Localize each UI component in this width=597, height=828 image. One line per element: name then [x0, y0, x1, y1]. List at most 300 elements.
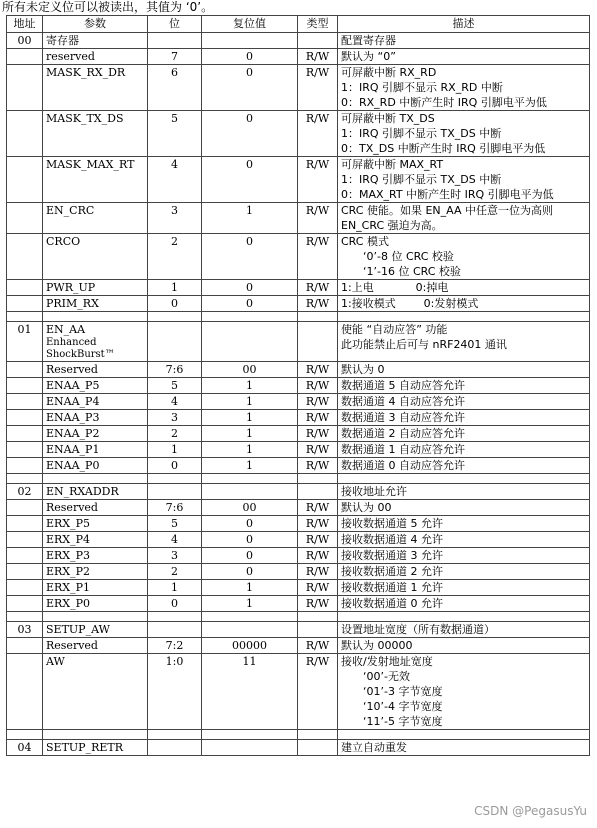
table-row [7, 740, 590, 756]
parameter-name: EN_CRC [46, 204, 95, 217]
table-row [7, 65, 590, 111]
description-line: 可屏蔽中断 RX_RD [341, 66, 437, 79]
cell-address: 04 [7, 740, 43, 756]
table-row [7, 296, 590, 312]
parameter-name: MASK_TX_DS [46, 112, 124, 125]
cell-description [338, 484, 590, 500]
description-line: 配置寄存器 [341, 34, 396, 47]
cell-address [7, 580, 43, 596]
cell-parameter [43, 458, 148, 474]
header-reset-value: 复位值 [202, 16, 298, 33]
cell-bit: 7 [148, 49, 202, 65]
cell-reset-value [202, 484, 298, 500]
cell-type [298, 622, 338, 638]
cell-reset-value: 0 [202, 111, 298, 157]
cell-address [7, 426, 43, 442]
description-indented-line: ‘0’-8 位 CRC 校验 [363, 250, 454, 263]
cell-type: R/W [298, 203, 338, 234]
cell-parameter [43, 322, 148, 362]
header-bit: 位 [148, 16, 202, 33]
header-parameter: 参数 [43, 16, 148, 33]
cell-type: R/W [298, 596, 338, 612]
parameter-name: MASK_RX_DR [46, 66, 126, 79]
cell-address [7, 500, 43, 516]
cell-bit [148, 740, 202, 756]
cell-parameter [43, 426, 148, 442]
cell-type: R/W [298, 394, 338, 410]
cell-bit: 7:2 [148, 638, 202, 654]
description-line: 数据通道 1 自动应答允许 [341, 443, 465, 456]
cell-address [7, 532, 43, 548]
parameter-name: ENAA_P3 [46, 411, 100, 424]
spacer-cell [202, 612, 298, 622]
cell-bit: 0 [148, 596, 202, 612]
parameter-name: ENAA_P2 [46, 427, 100, 440]
spacer-cell [7, 312, 43, 322]
parameter-name: EN_AA [46, 323, 86, 336]
table-row [7, 580, 590, 596]
cell-parameter [43, 596, 148, 612]
cell-parameter [43, 394, 148, 410]
cell-reset-value: 0 [202, 516, 298, 532]
parameter-name: reserved [46, 50, 95, 63]
cell-description [338, 296, 590, 312]
cell-type: R/W [298, 580, 338, 596]
cell-description [338, 622, 590, 638]
spacer-cell [298, 474, 338, 484]
cell-reset-value: 11 [202, 654, 298, 730]
spacer-cell [7, 730, 43, 740]
cell-parameter [43, 157, 148, 203]
cell-parameter [43, 410, 148, 426]
cell-reset-value [202, 322, 298, 362]
description-line: 1:上电 0:掉电 [341, 281, 449, 294]
description-line: 接收地址允许 [341, 485, 407, 498]
cell-bit [148, 622, 202, 638]
spacer-cell [338, 730, 590, 740]
description-indented-line: ‘01’-3 字节宽度 [363, 685, 443, 698]
parameter-name: Reserved [46, 363, 98, 376]
description-line: 0：TX_DS 中断产生时 IRQ 引脚电平为低 [341, 142, 546, 155]
cell-type: R/W [298, 157, 338, 203]
cell-bit: 5 [148, 516, 202, 532]
cell-reset-value: 0 [202, 296, 298, 312]
cell-address [7, 65, 43, 111]
description-line: 数据通道 0 自动应答允许 [341, 459, 465, 472]
header-description: 描述 [338, 16, 590, 33]
note-text: 所有未定义位可以被读出，其值为 ‘0’。 [2, 0, 214, 14]
cell-type: R/W [298, 296, 338, 312]
table-header-row [7, 16, 590, 33]
cell-reset-value: 1 [202, 596, 298, 612]
cell-type: R/W [298, 280, 338, 296]
spacer-row [7, 312, 590, 322]
description-line: 接收数据通道 0 允许 [341, 597, 443, 610]
cell-reset-value: 0 [202, 157, 298, 203]
cell-address: 03 [7, 622, 43, 638]
description-line: 1:接收模式 0:发射模式 [341, 297, 479, 310]
cell-type: R/W [298, 516, 338, 532]
cell-parameter [43, 484, 148, 500]
cell-address [7, 203, 43, 234]
cell-parameter [43, 33, 148, 49]
description-line: 此功能禁止后可与 nRF2401 通讯 [341, 338, 507, 351]
cell-address [7, 362, 43, 378]
table-row [7, 442, 590, 458]
cell-parameter [43, 638, 148, 654]
table-row [7, 622, 590, 638]
header-address: 地址 [7, 16, 43, 33]
spacer-cell [298, 730, 338, 740]
description-line: 0：RX_RD 中断产生时 IRQ 引脚电平为低 [341, 96, 547, 109]
cell-parameter [43, 203, 148, 234]
cell-reset-value [202, 33, 298, 49]
cell-description [338, 564, 590, 580]
cell-parameter [43, 564, 148, 580]
cell-type: R/W [298, 654, 338, 730]
parameter-name: AW [46, 655, 65, 668]
cell-address [7, 516, 43, 532]
description-line: 1：IRQ 引脚不显示 TX_DS 中断 [341, 127, 502, 140]
cell-parameter [43, 378, 148, 394]
parameter-name: Reserved [46, 501, 98, 514]
cell-bit: 1 [148, 580, 202, 596]
cell-type: R/W [298, 49, 338, 65]
spacer-row [7, 612, 590, 622]
table-row [7, 49, 590, 65]
cell-bit: 7:6 [148, 500, 202, 516]
cell-bit: 2 [148, 234, 202, 280]
cell-bit: 6 [148, 65, 202, 111]
cell-address [7, 157, 43, 203]
spacer-cell [43, 612, 148, 622]
table-row [7, 500, 590, 516]
cell-reset-value: 0 [202, 49, 298, 65]
description-line: 数据通道 4 自动应答允许 [341, 395, 465, 408]
parameter-name: ENAA_P1 [46, 443, 100, 456]
spacer-cell [148, 474, 202, 484]
spacer-row [7, 474, 590, 484]
table-row [7, 203, 590, 234]
cell-type: R/W [298, 500, 338, 516]
table-row [7, 111, 590, 157]
cell-type: R/W [298, 442, 338, 458]
cell-bit: 1 [148, 442, 202, 458]
cell-type: R/W [298, 638, 338, 654]
cell-description [338, 458, 590, 474]
cell-description [338, 410, 590, 426]
cell-description [338, 280, 590, 296]
parameter-name: ENAA_P4 [46, 395, 100, 408]
cell-bit [148, 322, 202, 362]
cell-bit: 5 [148, 111, 202, 157]
parameter-name: ERX_P0 [46, 597, 91, 610]
parameter-name: 寄存器 [46, 34, 79, 47]
cell-bit: 0 [148, 458, 202, 474]
parameter-name: CRCO [46, 235, 81, 248]
cell-bit: 2 [148, 426, 202, 442]
cell-type: R/W [298, 410, 338, 426]
description-line: CRC 模式 [341, 235, 389, 248]
cell-address [7, 548, 43, 564]
spacer-cell [202, 474, 298, 484]
spacer-cell [43, 474, 148, 484]
cell-reset-value: 0 [202, 564, 298, 580]
parameter-subtitle: ShockBurst™ [46, 349, 115, 360]
table-row [7, 564, 590, 580]
description-indented-line: ‘1’-16 位 CRC 校验 [363, 265, 461, 278]
cell-description [338, 638, 590, 654]
parameter-subtitle: Enhanced [46, 337, 97, 348]
parameter-name: SETUP_RETR [46, 741, 124, 754]
cell-reset-value [202, 622, 298, 638]
cell-bit: 3 [148, 203, 202, 234]
cell-reset-value: 1 [202, 426, 298, 442]
cell-address: 00 [7, 33, 43, 49]
cell-type [298, 740, 338, 756]
cell-description [338, 580, 590, 596]
cell-address [7, 442, 43, 458]
cell-type: R/W [298, 564, 338, 580]
cell-description [338, 596, 590, 612]
cell-description [338, 203, 590, 234]
cell-reset-value: 1 [202, 378, 298, 394]
description-line: 接收数据通道 2 允许 [341, 565, 443, 578]
spacer-cell [202, 730, 298, 740]
cell-address: 02 [7, 484, 43, 500]
table-row [7, 548, 590, 564]
cell-description [338, 500, 590, 516]
description-line: 1：IRQ 引脚不显示 RX_RD 中断 [341, 81, 503, 94]
description-line: 接收数据通道 3 允许 [341, 549, 443, 562]
table-row [7, 484, 590, 500]
spacer-cell [148, 312, 202, 322]
cell-bit: 5 [148, 378, 202, 394]
cell-type: R/W [298, 111, 338, 157]
cell-address [7, 458, 43, 474]
cell-parameter [43, 740, 148, 756]
cell-type [298, 484, 338, 500]
cell-description [338, 378, 590, 394]
description-line: 接收数据通道 5 允许 [341, 517, 443, 530]
cell-address [7, 378, 43, 394]
cell-reset-value: 1 [202, 410, 298, 426]
cell-parameter [43, 49, 148, 65]
cell-parameter [43, 111, 148, 157]
cell-address [7, 394, 43, 410]
spacer-cell [43, 730, 148, 740]
cell-reset-value: 0 [202, 280, 298, 296]
description-indented-line: ‘11’-5 字节宽度 [363, 715, 443, 728]
table-row [7, 654, 590, 730]
cell-reset-value: 0 [202, 532, 298, 548]
description-line: EN_CRC 强迫为高。 [341, 219, 443, 232]
spacer-cell [298, 612, 338, 622]
cell-parameter [43, 654, 148, 730]
cell-description [338, 234, 590, 280]
cell-type: R/W [298, 548, 338, 564]
cell-description [338, 111, 590, 157]
parameter-name: ERX_P2 [46, 565, 91, 578]
description-line: 接收数据通道 1 允许 [341, 581, 443, 594]
cell-parameter [43, 580, 148, 596]
table-row [7, 426, 590, 442]
cell-reset-value [202, 740, 298, 756]
table-row [7, 33, 590, 49]
cell-bit: 1 [148, 280, 202, 296]
cell-parameter [43, 65, 148, 111]
cell-parameter [43, 500, 148, 516]
cell-address [7, 410, 43, 426]
cell-parameter [43, 280, 148, 296]
cell-reset-value: 1 [202, 203, 298, 234]
cell-type [298, 33, 338, 49]
description-line: 接收数据通道 4 允许 [341, 533, 443, 546]
cell-description [338, 740, 590, 756]
cell-bit: 4 [148, 157, 202, 203]
cell-bit: 2 [148, 564, 202, 580]
cell-address [7, 111, 43, 157]
spacer-cell [338, 474, 590, 484]
table-row [7, 157, 590, 203]
cell-address [7, 654, 43, 730]
description-line: 默认为 00000 [341, 639, 413, 652]
table-row [7, 410, 590, 426]
cell-parameter [43, 442, 148, 458]
table-row [7, 234, 590, 280]
description-line: 默认为 0 [341, 363, 385, 376]
cell-bit [148, 33, 202, 49]
cell-address [7, 280, 43, 296]
cell-reset-value: 00000 [202, 638, 298, 654]
description-line: 1：IRQ 引脚不显示 TX_DS 中断 [341, 173, 502, 186]
header-type: 类型 [298, 16, 338, 33]
cell-description [338, 394, 590, 410]
table-body [7, 33, 590, 756]
cell-bit: 4 [148, 394, 202, 410]
parameter-name: ERX_P4 [46, 533, 91, 546]
table-row [7, 532, 590, 548]
table-row [7, 378, 590, 394]
table-row [7, 362, 590, 378]
cell-parameter [43, 532, 148, 548]
cell-reset-value: 1 [202, 458, 298, 474]
parameter-name: PRIM_RX [46, 297, 99, 310]
description-line: 默认为 “0” [341, 50, 396, 63]
cell-address [7, 638, 43, 654]
table-row [7, 458, 590, 474]
cell-address [7, 564, 43, 580]
spacer-cell [148, 612, 202, 622]
spacer-cell [338, 612, 590, 622]
cell-address [7, 596, 43, 612]
cell-description [338, 654, 590, 730]
cell-reset-value: 1 [202, 442, 298, 458]
cell-address [7, 296, 43, 312]
spacer-cell [202, 312, 298, 322]
cell-parameter [43, 622, 148, 638]
cell-type: R/W [298, 234, 338, 280]
cell-type: R/W [298, 65, 338, 111]
parameter-name: SETUP_AW [46, 623, 110, 636]
spacer-cell [298, 312, 338, 322]
cell-bit: 4 [148, 532, 202, 548]
cell-description [338, 157, 590, 203]
table-row [7, 596, 590, 612]
description-line: 可屏蔽中断 TX_DS [341, 112, 435, 125]
parameter-name: ENAA_P0 [46, 459, 100, 472]
cell-description [338, 322, 590, 362]
description-line: 数据通道 2 自动应答允许 [341, 427, 465, 440]
cell-reset-value: 0 [202, 65, 298, 111]
description-line: 默认为 00 [341, 501, 392, 514]
table-row [7, 394, 590, 410]
cell-parameter [43, 516, 148, 532]
cell-parameter [43, 362, 148, 378]
cell-bit: 3 [148, 410, 202, 426]
description-line: 接收/发射地址宽度 [341, 655, 433, 668]
cell-type: R/W [298, 362, 338, 378]
parameter-name: ERX_P5 [46, 517, 91, 530]
table-row [7, 516, 590, 532]
parameter-name: EN_RXADDR [46, 485, 119, 498]
cell-address [7, 49, 43, 65]
cell-parameter [43, 548, 148, 564]
cell-reset-value: 0 [202, 234, 298, 280]
cell-description [338, 426, 590, 442]
parameter-name: Reserved [46, 639, 98, 652]
description-line: 可屏蔽中断 MAX_RT [341, 158, 444, 171]
cell-type: R/W [298, 532, 338, 548]
spacer-cell [7, 474, 43, 484]
cell-description [338, 65, 590, 111]
description-line: 数据通道 5 自动应答允许 [341, 379, 465, 392]
parameter-name: ERX_P1 [46, 581, 91, 594]
table-row [7, 280, 590, 296]
cell-bit: 1:0 [148, 654, 202, 730]
cell-description [338, 548, 590, 564]
cell-reset-value: 1 [202, 394, 298, 410]
cell-description [338, 362, 590, 378]
cell-description [338, 442, 590, 458]
cell-bit [148, 484, 202, 500]
watermark: CSDN @PegasusYu [474, 804, 587, 818]
description-line: 0：MAX_RT 中断产生时 IRQ 引脚电平为低 [341, 188, 554, 201]
cell-type: R/W [298, 378, 338, 394]
spacer-row [7, 730, 590, 740]
spacer-cell [338, 312, 590, 322]
cell-type: R/W [298, 458, 338, 474]
cell-description [338, 33, 590, 49]
cell-bit: 7:6 [148, 362, 202, 378]
description-indented-line: ‘00’-无效 [363, 670, 410, 683]
cell-parameter [43, 234, 148, 280]
cell-description [338, 49, 590, 65]
cell-bit: 0 [148, 296, 202, 312]
register-table [6, 15, 590, 756]
description-line: 建立自动重发 [341, 741, 407, 754]
description-line: 设置地址宽度（所有数据通道） [341, 623, 495, 636]
description-indented-line: ‘10’-4 字节宽度 [363, 700, 443, 713]
description-line: 数据通道 3 自动应答允许 [341, 411, 465, 424]
cell-address [7, 234, 43, 280]
cell-description [338, 532, 590, 548]
cell-reset-value: 0 [202, 548, 298, 564]
table-row [7, 322, 590, 362]
cell-parameter [43, 296, 148, 312]
cell-bit: 3 [148, 548, 202, 564]
description-line: CRC 使能。如果 EN_AA 中任意一位为高则 [341, 204, 553, 217]
